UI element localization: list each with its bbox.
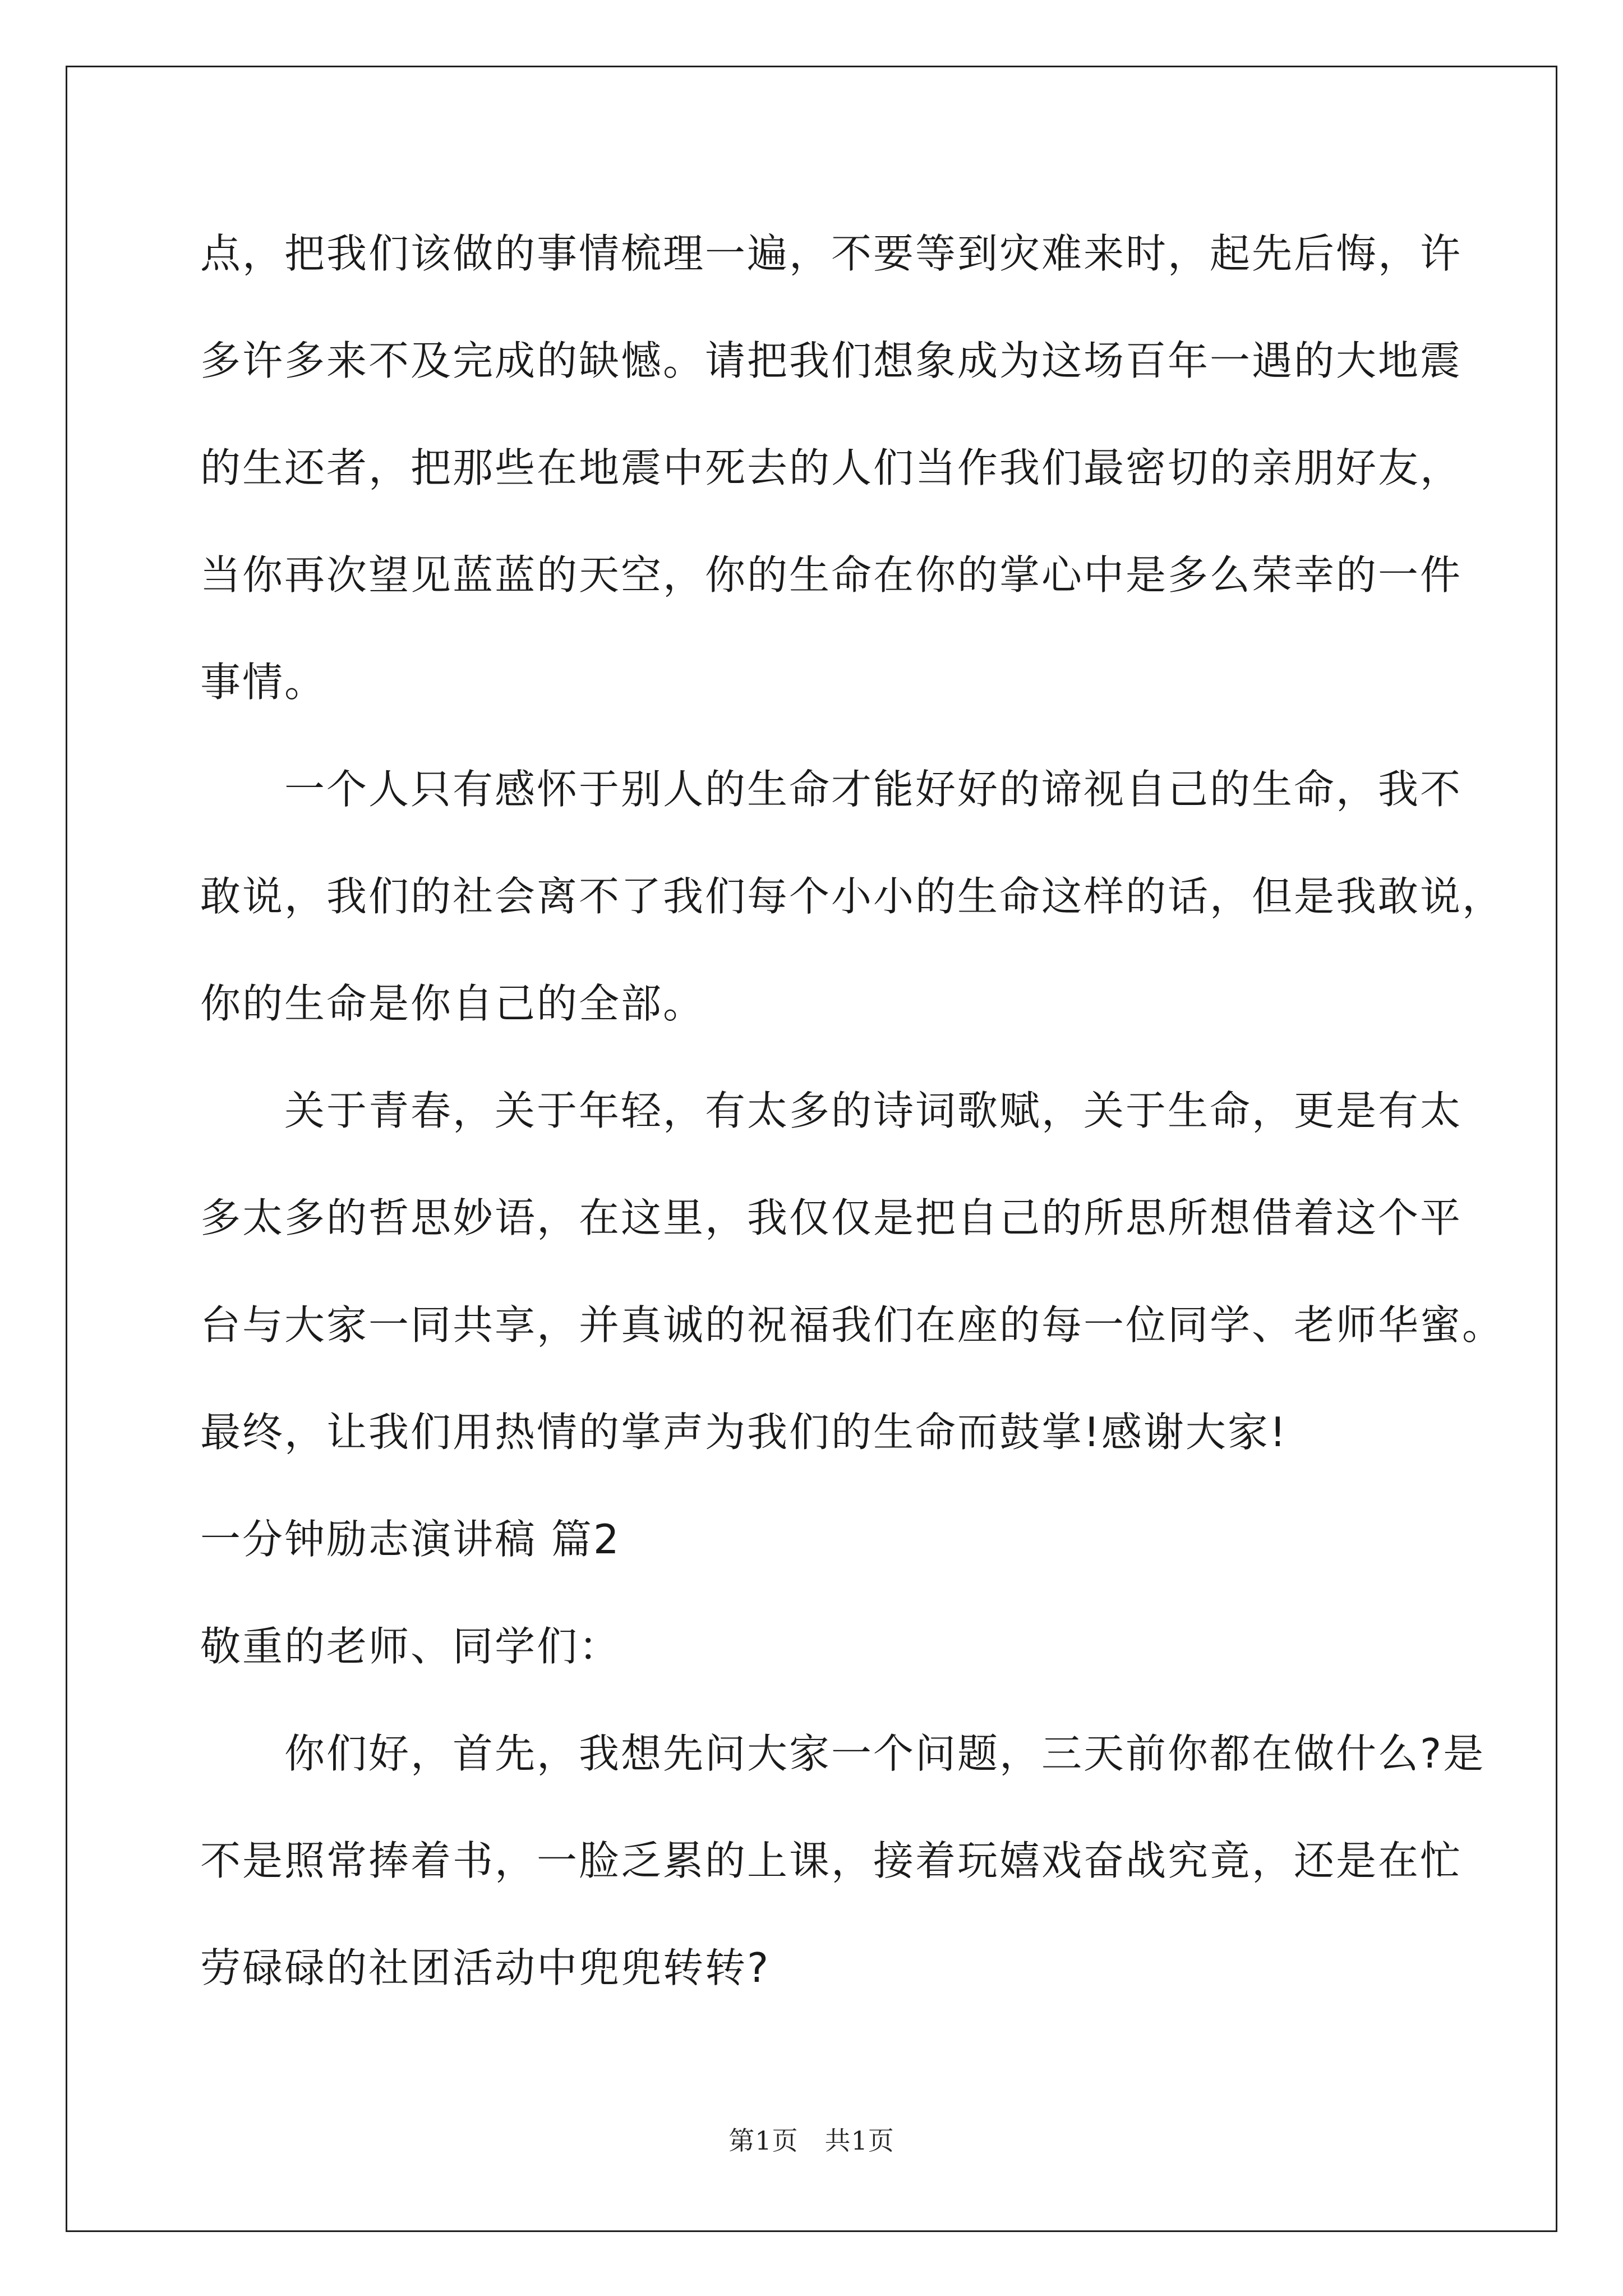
text-line: 你的生命是你自己的全部。 [200, 980, 706, 1027]
text-line: 最终，让我们用热情的掌声为我们的生命而鼓掌!感谢大家! [200, 1409, 1288, 1456]
text-line: 事情。 [200, 659, 327, 706]
document-body [200, 214, 1505, 2036]
paragraph-first-line: 关于青春，关于年轻，有太多的诗词歌赋，关于生命，更是有太 [284, 1087, 1463, 1134]
text-line: 不是照常捧着书，一脸乏累的上课，接着玩嬉戏奋战究竟，还是在忙 [200, 1837, 1463, 1884]
section-heading: 一分钟励志演讲稿 篇2 [200, 1516, 621, 1563]
text-line: 当你再次望见蓝蓝的天空，你的生命在你的掌心中是多么荣幸的一件 [200, 551, 1463, 599]
salutation: 敬重的老师、同学们： [200, 1623, 621, 1670]
text-line: 多太多的哲思妙语，在这里，我仅仅是把自己的所思所想借着这个平 [200, 1194, 1463, 1241]
text-line: 敢说，我们的社会离不了我们每个小小的生命这样的话，但是我敢说， [200, 873, 1505, 920]
text-line: 点，把我们该做的事情梳理一遍，不要等到灾难来时，起先后悔，许 [200, 230, 1463, 277]
page-number-footer: 第1页 共1页 [728, 2125, 895, 2156]
text-line: 台与大家一同共享，并真诚的祝福我们在座的每一位同学、老师华蜜。 [200, 1301, 1505, 1349]
paragraph-first-line: 一个人只有感怀于别人的生命才能好好的谛视自己的生命，我不 [284, 766, 1463, 813]
paragraph-first-line: 你们好，首先，我想先问大家一个问题，三天前你都在做什么?是 [284, 1730, 1486, 1777]
text-line: 的生还者，把那些在地震中死去的人们当作我们最密切的亲朋好友， [200, 444, 1463, 491]
text-line: 多许多来不及完成的缺憾。请把我们想象成为这场百年一遇的大地震 [200, 337, 1463, 384]
text-line: 劳碌碌的社团活动中兜兜转转? [200, 1944, 771, 1991]
